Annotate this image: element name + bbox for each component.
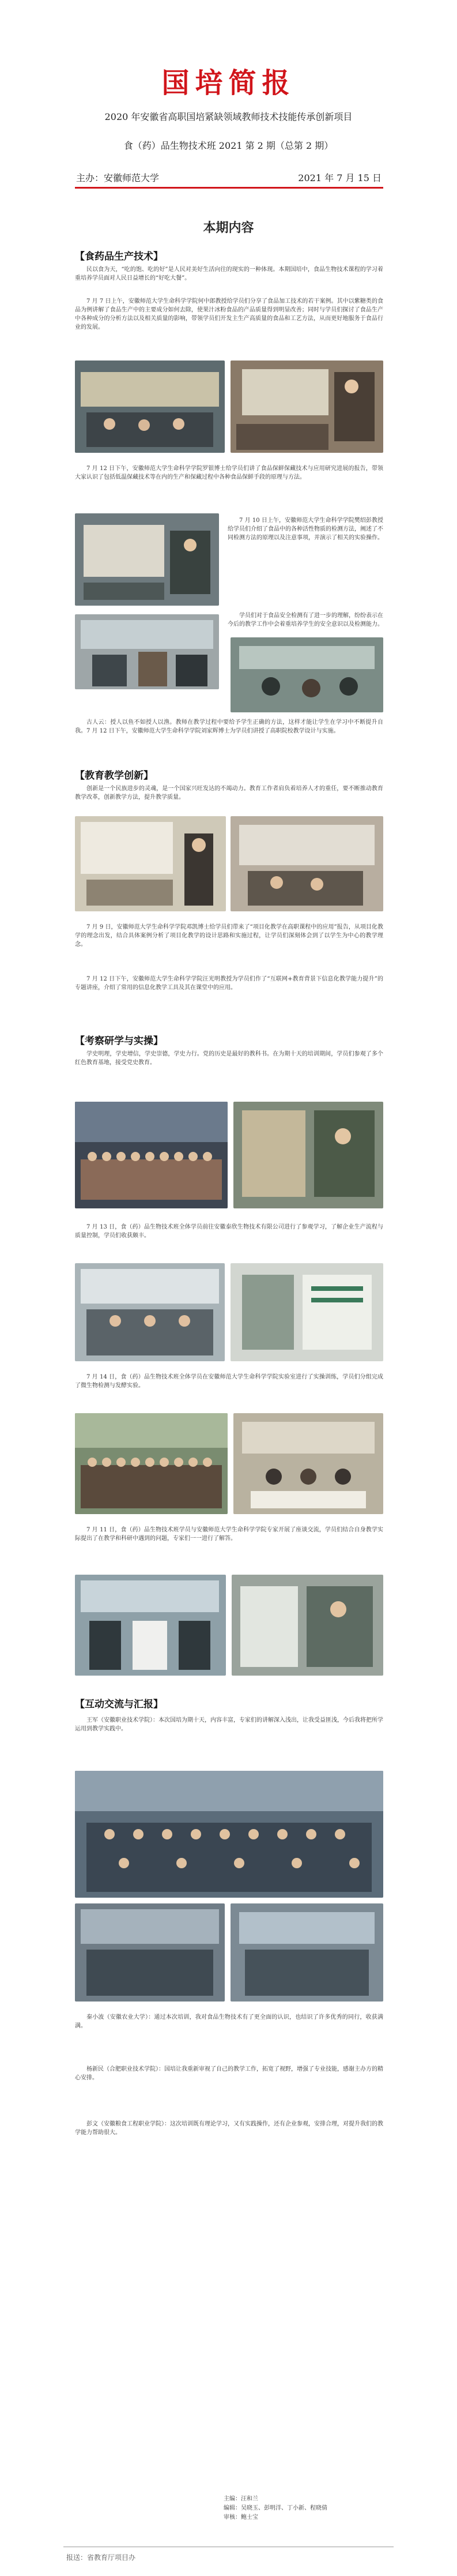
photo-lecture-2 <box>231 361 383 453</box>
section-heading-field-study: 【考察研学与实操】 <box>75 1035 163 1047</box>
sponsor: 主办：安徽师范大学 <box>76 172 160 183</box>
footer-distribution: 报送：省教育厅项目办 <box>66 2554 136 2562</box>
paragraph: 7 月 9 日，安徽师范大学生命科学学院邓凯博士给学员们带来了“项目化教学在高职课程中的应用”报告，从项目化教学的理念出发，结合具体案例分析了项目化教学的设计思路和实施过程，让学员们深刻体会到了以学生为中心的教学理念。 <box>75 924 383 948</box>
paragraph: 7 月 7 日上午，安徽师范大学生命科学学院何中郎教授给学员们分享了食品加工技术的若干案例。其中以紫糖类的食品为例讲解了食品生产中的主要成分如何去除，使果汁冰粉食品的产品质量得到明显改善；同时与学员们探讨了食品生产中各种成分的分析方法以及相关质量的影响，带领学员们开发主生产高质量的食品和工艺方法，从而更好地服务于食品行业的发展。 <box>75 298 383 331</box>
sponsor-row <box>76 171 382 186</box>
paragraph: 7 月 10 日上午，安徽师范大学生命科学学院樊绍彭教授给学员们介绍了食品中的各种活性物质的检测方法，阐述了不同检测方法的原理以及注意事项，并演示了相关的实验操作。 <box>228 517 383 541</box>
photo-lab-2 <box>231 637 383 712</box>
project-name: 2020 年安徽省高职国培紧缺领域教师技术技能传承创新项目 <box>104 111 353 122</box>
photo-classroom-1 <box>75 816 226 911</box>
publish-date: 2021 年 7 月 15 日 <box>298 172 382 183</box>
paragraph: 7 月 13 日，食（药）品生物技术班全体学员前往安徽泰欣生物技术有限公司进行了参观学习，了解企业生产流程与质量控制，学员们收获颇丰。 <box>75 1224 383 1239</box>
photo-lab-training <box>75 1575 226 1676</box>
photo-lab-1 <box>75 614 219 689</box>
photo-seminar-room <box>75 1771 383 1898</box>
credits-block <box>224 2495 327 2522</box>
photo-facility <box>231 1263 383 1361</box>
photo-company-tour <box>75 1263 225 1361</box>
photo-classroom-2 <box>231 816 383 911</box>
paragraph: 7 月 11 日，食（药）品生物技术班学员与安徽师范大学生命科学学院专家开展了座谈交流，学员们结合自身教学实际提出了在教学和科研中遇到的问题，专家们一一进行了解答。 <box>75 1527 383 1542</box>
photo-group-visit <box>75 1102 228 1208</box>
credits-editor: 主编：汪和兰 <box>224 2496 258 2502</box>
contents-title: 本期内容 <box>203 220 254 235</box>
paragraph: 民以食为天，“吃的饱、吃的好”是人民对美好生活向往的现实的一种体现。本期国培中，食品生物技术课程的学习着重培养学员面对人民日益增长的“好吃大餐”。 <box>75 266 383 281</box>
paragraph: 创新是一个民族进步的灵魂，是一个国家兴旺发达的不竭动力。教育工作者肩负着培养人才的重任，要不断推动教育教学改革，创新教学方法，提升教学质量。 <box>75 786 383 801</box>
paragraph: 学员们对于食品安全检测有了进一步的理解，纷纷表示在今后的教学工作中会着重培养学生的安全意识以及检测能力。 <box>228 613 383 628</box>
photo-discussion-2 <box>231 1903 383 2002</box>
photo-lab-practice <box>233 1413 383 1514</box>
issue-number: 食（药）品生物技术班 2021 第 2 期（总第 2 期） <box>123 140 334 151</box>
photo-lecture-1 <box>75 361 225 453</box>
paragraph: 秦小波（安徽农业大学）：通过本次培训，我对食品生物技术有了更全面的认识，也结识了许多优秀的同行，收获满满。 <box>75 2014 383 2029</box>
photo-lab-equipment <box>232 1575 383 1676</box>
paragraph: 彭文（安徽粮食工程职业学院）：这次培训既有理论学习，又有实践操作，还有企业参观，安排合理，对提升我们的教学能力帮助很大。 <box>75 2121 383 2136</box>
section-heading-exchange: 【互动交流与汇报】 <box>75 1699 163 1710</box>
section-heading-teaching-innovation: 【教育教学创新】 <box>75 770 153 782</box>
photo-discussion-1 <box>75 1903 225 2002</box>
credits-review: 审核：鲍士宝 <box>224 2514 258 2521</box>
paragraph: 7 月 12 日下午，安徽师范大学生命科学学院罗银博士给学员们讲了食品保鲜保藏技术与应用研究进展的报告，带领大家认识了包括低温保藏技术等在内的生产和保藏过程中各种食品保鲜手段的原理与方法。 <box>75 465 383 480</box>
credits-members: 编辑：吴晓玉、彭明洋、丁小新、程晓倩 <box>224 2505 327 2511</box>
paragraph: 王军（安徽职业技术学院）：本次国培为期十天，内容丰富，专家们的讲解深入浅出，让我受益匪浅，今后我将把所学运用到教学实践中。 <box>75 1717 383 1732</box>
paragraph: 7 月 14 日，食（药）品生物技术班全体学员在安徽师范大学生命科学学院实验室进行了实操训练，学员们分组完成了微生物检测与发酵实验。 <box>75 1374 383 1389</box>
section-heading-food-production: 【食药品生产技术】 <box>75 251 163 262</box>
photo-exhibit <box>233 1102 383 1208</box>
photo-lecture-3 <box>75 513 219 606</box>
masthead-title: 国培简报 <box>161 67 296 99</box>
paragraph: 7 月 12 日下午，安徽师范大学生命科学学院汪光明教授为学员们作了“互联网+教育背景下信息化教学能力提升”的专题讲座，介绍了常用的信息化教学工具及其在课堂中的应用。 <box>75 976 383 991</box>
paragraph: 学史明理，学史增信，学史崇德，学史力行。党的历史是最好的教科书。在为期十天的培训期间，学员们参观了多个红色教育基地，接受党史教育。 <box>75 1051 383 1066</box>
header-divider <box>75 187 383 189</box>
photo-group-photo <box>75 1413 228 1514</box>
paragraph: 杨新民（合肥职业技术学院）：国培让我重新审视了自己的教学工作，拓宽了视野，增强了专业技能，感谢主办方的精心安排。 <box>75 2066 383 2081</box>
paragraph: 古人云：授人以鱼不如授人以渔。教师在教学过程中要给予学生正确的方法，这样才能让学生在学习中不断提升自我。7 月 12 日下午，安徽师范大学生命科学学院刘家辉博士为学员们讲授了高职院校教学设计与实施。 <box>75 719 383 734</box>
